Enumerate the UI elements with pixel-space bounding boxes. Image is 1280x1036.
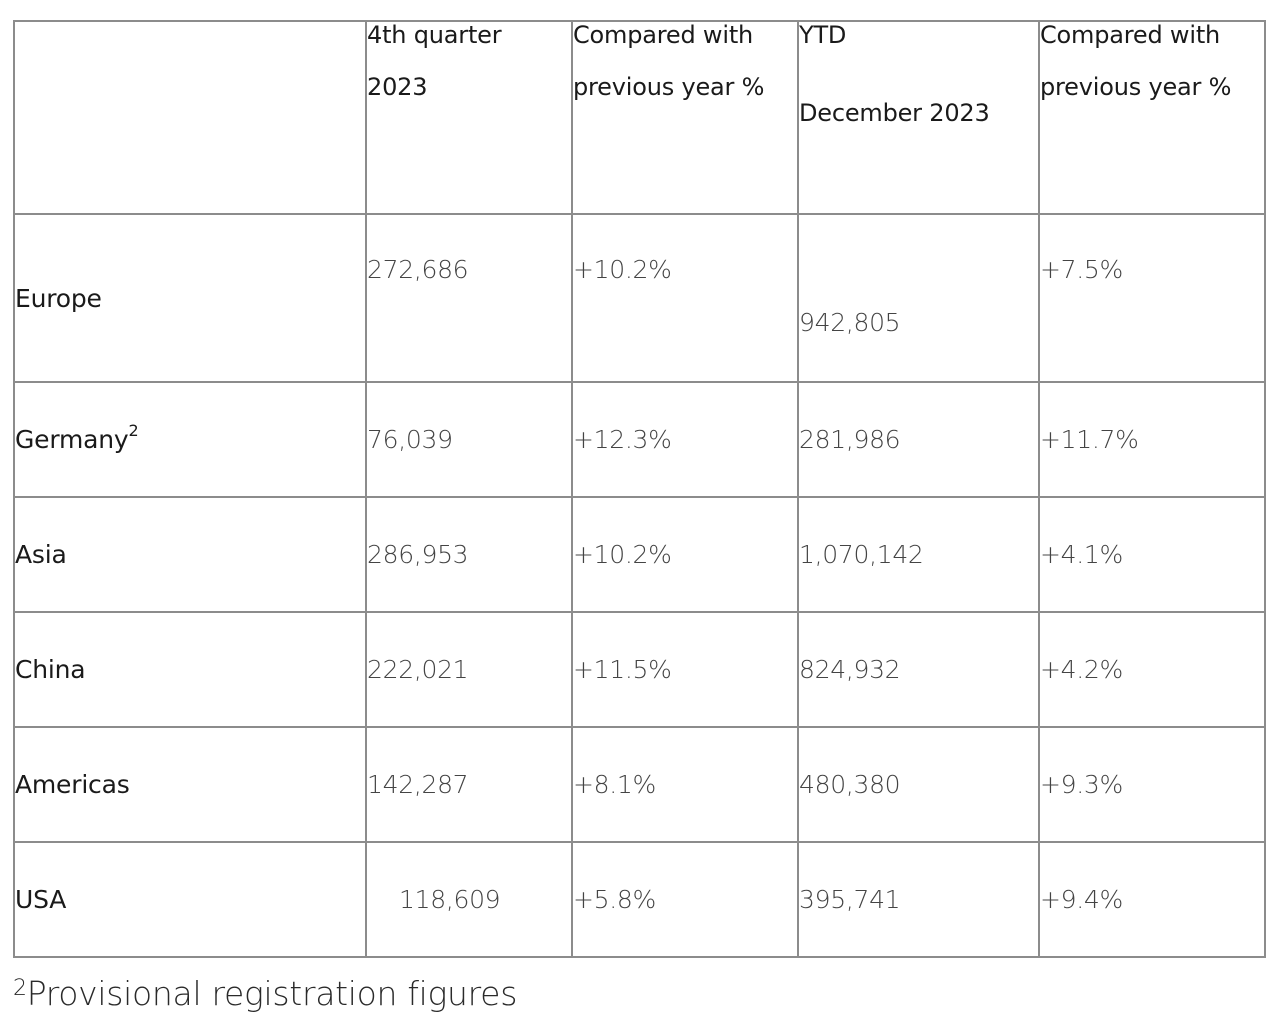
region-label: China bbox=[14, 612, 366, 727]
footnote-text: Provisional registration figures bbox=[26, 974, 518, 1013]
region-label: USA bbox=[14, 842, 366, 957]
header-q4-change: Compared with previous year % bbox=[572, 21, 798, 214]
ytd-value: 281,986 bbox=[798, 382, 1039, 497]
header-empty-cell bbox=[14, 21, 366, 214]
q4-change-value: +12.3% bbox=[572, 382, 798, 497]
ytd-value: 824,932 bbox=[798, 612, 1039, 727]
table-row bbox=[14, 612, 1265, 727]
ytd-change-value: +4.2% bbox=[1039, 612, 1265, 727]
ytd-value: 942,805 bbox=[798, 214, 1039, 382]
sales-table bbox=[13, 20, 1266, 958]
q4-change-value: +5.8% bbox=[572, 842, 798, 957]
header-ytd-change: Compared with previous year % bbox=[1039, 21, 1265, 214]
ytd-change-value: +9.4% bbox=[1039, 842, 1265, 957]
region-label: Americas bbox=[14, 727, 366, 842]
header-q4: 4th quarter 2023 bbox=[366, 21, 572, 214]
region-label: Asia bbox=[14, 497, 366, 612]
q4-change-value: +8.1% bbox=[572, 727, 798, 842]
q4-value: 222,021 bbox=[366, 612, 572, 727]
ytd-value: 1,070,142 bbox=[798, 497, 1039, 612]
q4-value: 286,953 bbox=[366, 497, 572, 612]
q4-change-value: +10.2% bbox=[572, 497, 798, 612]
ytd-change-value: +9.3% bbox=[1039, 727, 1265, 842]
q4-value: 142,287 bbox=[366, 727, 572, 842]
q4-change-value: +10.2% bbox=[572, 214, 798, 382]
footnote bbox=[13, 974, 517, 1013]
q4-change-value: +11.5% bbox=[572, 612, 798, 727]
header-ytd: YTD December 2023 bbox=[798, 21, 1039, 214]
table-row bbox=[14, 214, 1265, 382]
q4-value: 76,039 bbox=[366, 382, 572, 497]
ytd-value: 480,380 bbox=[798, 727, 1039, 842]
table-header-row bbox=[14, 21, 1265, 214]
q4-value: 272,686 bbox=[366, 214, 572, 382]
footnote-marker: 2 bbox=[128, 421, 139, 440]
ytd-change-value: +4.1% bbox=[1039, 497, 1265, 612]
q4-value: 118,609 bbox=[366, 842, 572, 957]
region-label: Germany$^2$ bbox=[14, 382, 366, 497]
table-row bbox=[14, 382, 1265, 497]
footnote-marker: 2 bbox=[13, 976, 27, 1001]
ytd-change-value: +11.7% bbox=[1039, 382, 1265, 497]
table-row bbox=[14, 842, 1265, 957]
ytd-value: 395,741 bbox=[798, 842, 1039, 957]
table-row bbox=[14, 727, 1265, 842]
region-label: Europe bbox=[14, 214, 366, 382]
ytd-change-value: +7.5% bbox=[1039, 214, 1265, 382]
table-row bbox=[14, 497, 1265, 612]
sales-table-container bbox=[13, 20, 1264, 958]
